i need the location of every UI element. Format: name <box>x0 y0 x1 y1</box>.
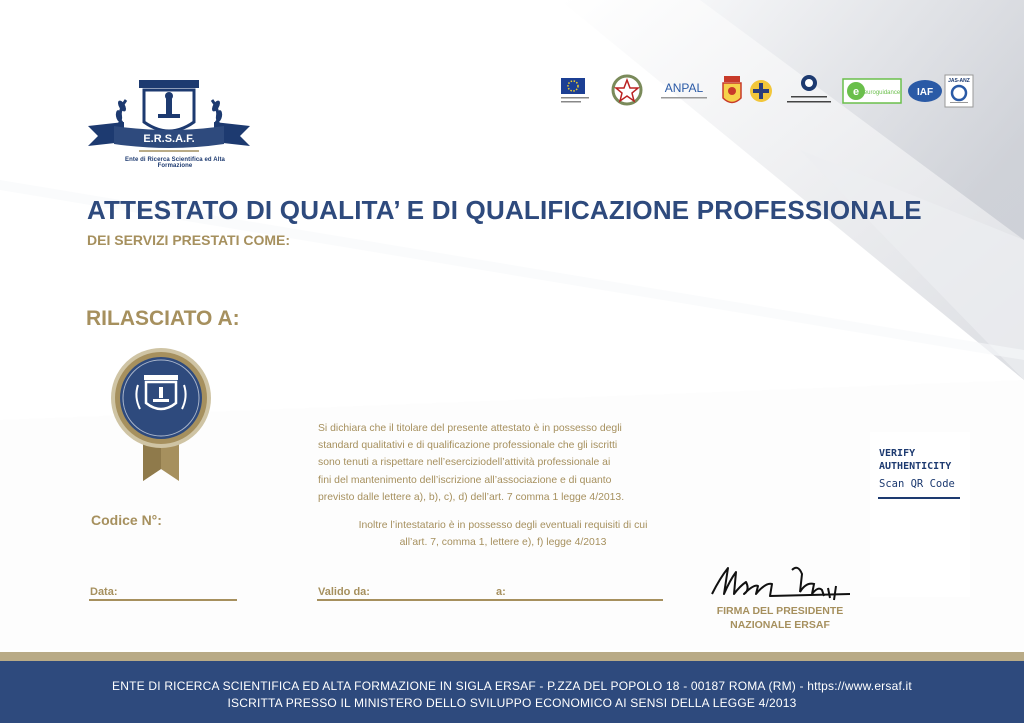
requirements-paragraph <box>318 517 688 551</box>
jas-anz-logo <box>943 72 975 110</box>
declaration-line: previsto dalle lettere a), b), c), d) dell’art. 7 comma 1 legge 4/2013. <box>318 491 625 503</box>
declaration-paragraph <box>318 420 688 506</box>
issued-to-label: RILASCIATO A: <box>86 307 240 330</box>
scan-qr-label: Scan QR Code <box>879 478 955 490</box>
requirements-line: all’art. 7, comma 1, lettere e), f) legge 4/2013 <box>399 537 607 549</box>
code-label: Codice N°: <box>91 512 162 528</box>
valid-from-label: Valido da: <box>318 586 370 598</box>
ersaf-logo <box>84 70 254 170</box>
footer-gold-band <box>0 652 1024 661</box>
valid-to-label: a: <box>496 586 506 598</box>
euro-guidance-logo <box>842 72 902 110</box>
signature-caption <box>700 604 860 632</box>
certificate-title: ATTESTATO DI QUALITA’ E DI QUALIFICAZIONE PROFESSIONALE <box>87 195 922 225</box>
svg-text:e: e <box>852 86 860 98</box>
anpal-logo <box>655 72 713 110</box>
footer-registration: ISCRITTA PRESSO IL MINISTERO DELLO SVILUPPO ECONOMICO AI SENSI DELLA LEGGE 4/2013 <box>227 696 797 710</box>
logo-subtitle: Ente di Ricerca Scientifica ed Alta Formazione <box>125 157 225 169</box>
declaration-line: standard qualitativi e di qualificazione professionale che gli iscritti <box>318 440 618 452</box>
signature-caption-line1: FIRMA DEL PRESIDENTE <box>716 605 844 617</box>
declaration-line: sono tenuti a rispettare nell’eserciziodell’attività professionale ai <box>318 457 611 469</box>
euroguidance-text: euroguidance <box>863 90 901 96</box>
signature-caption-line2: NAZIONALE ERSAF <box>730 619 830 631</box>
region-cross-crest <box>748 72 774 110</box>
verify-label: VERIFY <box>879 448 916 459</box>
date-underline <box>89 599 237 601</box>
jasanz-text: JAS-ANZ <box>948 78 970 84</box>
partner-badges <box>555 72 975 112</box>
footer-address: ENTE DI RICERCA SCIENTIFICA ED ALTA FORMAZIONE IN SIGLA ERSAF - P.ZZA DEL POPOLO 18 - 00187 ROMA (RM) - https://www.ersaf.it <box>112 679 912 693</box>
italian-republic-emblem <box>607 72 647 110</box>
declaration-line: fini del mantenimento dell’iscrizione all’associazione e di quanto <box>318 474 612 486</box>
requirements-line: Inoltre l’intestatario è in possesso degli eventuali requisiti di cui <box>358 520 648 531</box>
declaration-line: Si dichiara che il titolare del presente attestato è in possesso degli <box>318 423 622 434</box>
certificate-subtitle: DEI SERVIZI PRESTATI COME: <box>87 232 291 248</box>
anpal-text: ANPAL <box>664 81 704 95</box>
validity-underline <box>317 599 663 601</box>
logo-text: E.R.S.A.F. <box>143 133 195 145</box>
verify-divider <box>878 497 960 499</box>
seal-badge <box>108 345 214 485</box>
ente-nazionale-microcredito-logo <box>783 72 835 110</box>
president-signature <box>710 560 860 608</box>
iaf-logo <box>907 72 943 110</box>
eu-flag-logo <box>555 72 599 110</box>
iaf-text: IAF <box>916 87 934 98</box>
region-crest <box>719 72 745 110</box>
date-label: Data: <box>90 586 118 598</box>
authenticity-label: AUTHENTICITY <box>879 461 952 472</box>
